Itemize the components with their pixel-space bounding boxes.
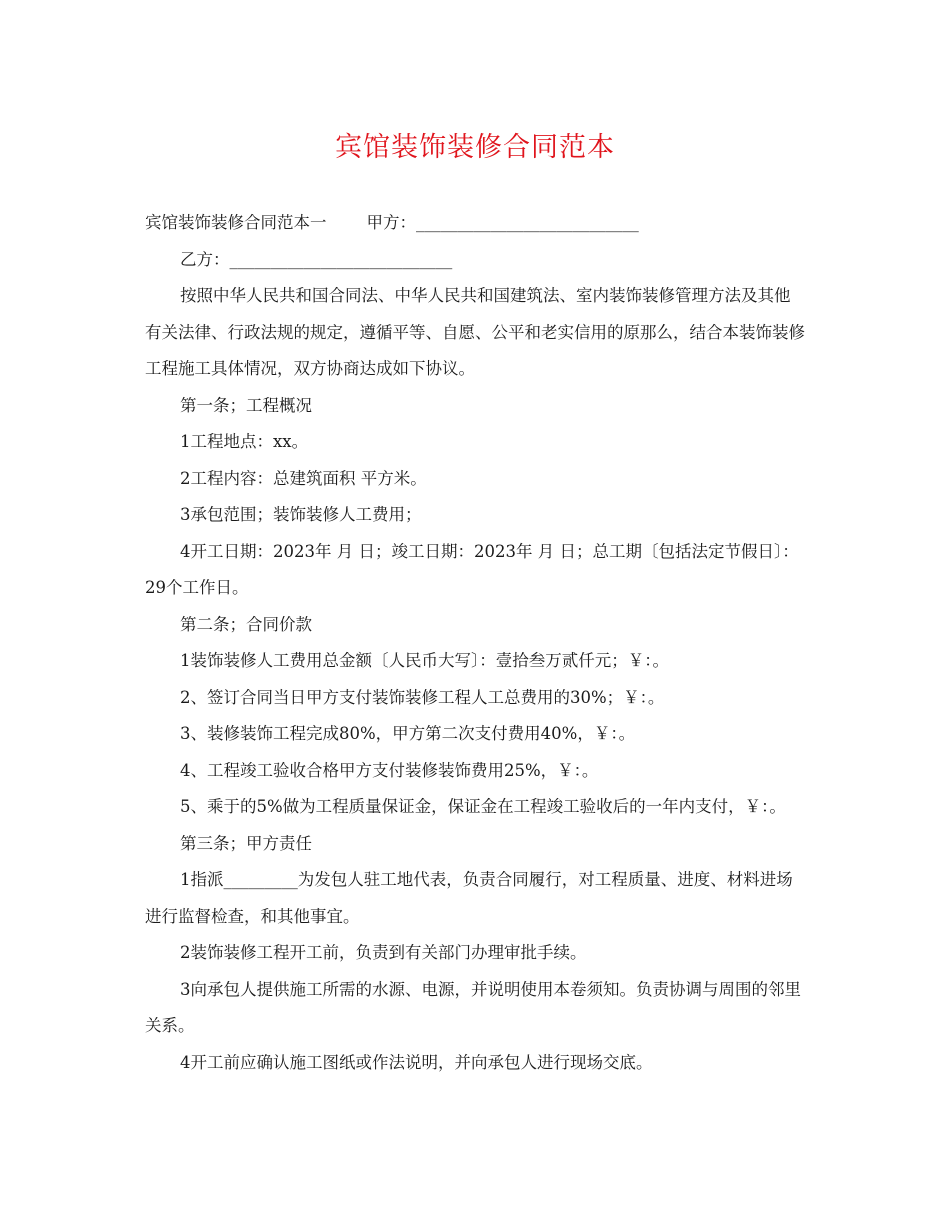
article-1-item: 3承包范围；装饰装修人工费用； <box>180 505 422 524</box>
article-3-item: 2装饰装修工程开工前，负责到有关部门办理审批手续。 <box>180 943 587 962</box>
article-1-item: 4开工日期：2023年 月 日；竣工日期：2023年 月 日；总工期〔包括法定节假日〕：29个工作日。 <box>145 541 799 597</box>
article-1-item: 2工程内容：总建筑面积 平方米。 <box>180 468 427 488</box>
article-2-item: 5、乘于的5%做为工程质量保证金，保证金在工程竣工验收后的一年内支付，￥：。 <box>180 797 786 816</box>
document-body <box>145 205 805 1081</box>
article-2-heading: 第二条；合同价款 <box>180 614 312 634</box>
article-2-item: 4、工程竣工验收合格甲方支付装修装饰费用25%，￥：。 <box>180 760 599 780</box>
contract-header-line <box>145 205 805 242</box>
article-3-item: 4开工前应确认施工图纸或作法说明，并向承包人进行现场交底。 <box>180 1052 653 1072</box>
document-title: 宾馆装饰装修合同范本 <box>335 132 615 163</box>
article-2-item: 3、装修装饰工程完成80%，甲方第二次支付费用40%，￥：。 <box>180 724 636 743</box>
article-1-item: 1工程地点：xx。 <box>180 432 309 451</box>
party-a-field: 甲方：___________________________ <box>366 213 639 232</box>
article-2-item: 1装饰装修人工费用总金额〔人民币大写〕：壹拾叁万贰仟元；￥：。 <box>180 651 669 670</box>
preamble-paragraph: 按照中华人民共和国合同法、中华人民共和国建筑法、室内装饰装修管理方法及其他有关法律、行政法规的规定，遵循平等、自愿、公平和老实信用的原那么，结合本装饰装修工程施工具体情况，双方协商达成如下协议。 <box>145 286 805 378</box>
contract-subtitle: 宾馆装饰装修合同范本一 <box>145 213 327 232</box>
article-3-heading: 第三条；甲方责任 <box>180 833 312 853</box>
party-b-field: 乙方：___________________________ <box>180 249 453 269</box>
article-1-heading: 第一条；工程概况 <box>180 395 312 415</box>
article-2-item: 2、签订合同当日甲方支付装饰装修工程人工总费用的30%；￥：。 <box>180 687 665 707</box>
article-3-item: 3向承包人提供施工所需的水源、电源，并说明使用本卷须知。负责协调与周围的邻里关系。 <box>145 979 801 1035</box>
article-3-item: 1指派_________为发包人驻工地代表，负责合同履行，对工程质量、进度、材料进场进行监督检查，和其他事宜。 <box>145 870 793 926</box>
